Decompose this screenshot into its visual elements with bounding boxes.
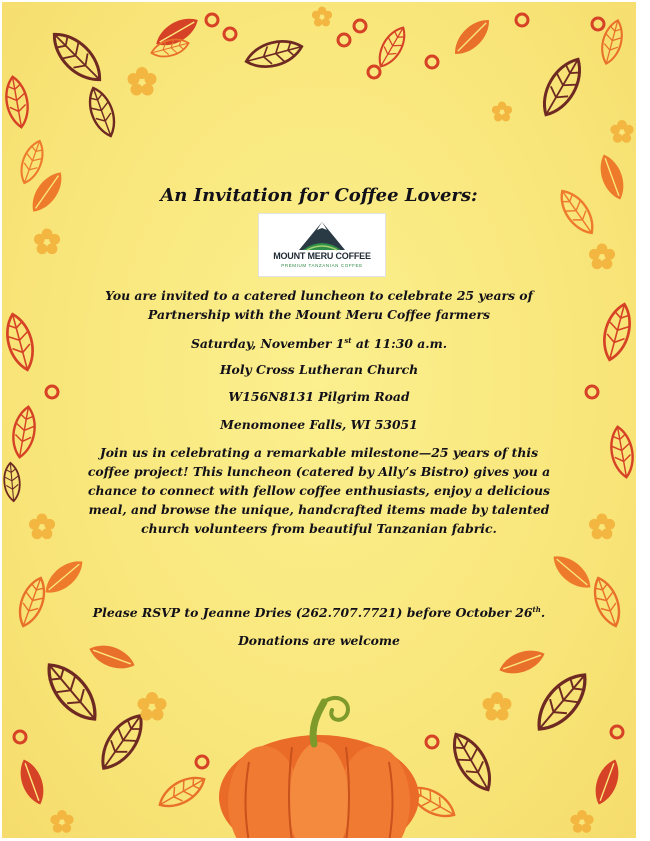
flower (34, 229, 60, 255)
event-city: Menomonee Falls, WI 53051 (220, 417, 418, 432)
rsvp-line (2, 602, 636, 623)
event-street: W156N8131 Pilgrim Road (228, 389, 410, 404)
logo-wordmark: MOUNT MERU COFFEE (273, 251, 371, 261)
leaf-outline (529, 666, 596, 738)
leaf-outline (535, 53, 589, 121)
berry (368, 66, 380, 78)
flower (610, 120, 633, 143)
berry (354, 20, 366, 32)
body-line-5: church volunteers from beautiful Tanzanian fabric. (141, 521, 497, 536)
leaf-filled (590, 756, 625, 808)
leaf-outline (243, 35, 305, 72)
berry (206, 14, 218, 26)
body-line-2: coffee project! This luncheon (catered by Ally’s Bistro) gives you a (87, 464, 551, 479)
invite-line-2: Partnership with the Mount Meru Coffee farmers (147, 307, 491, 322)
leaf-outline (155, 770, 210, 813)
donations-note: Donations are welcome (238, 633, 400, 648)
invitation-flyer (2, 2, 636, 838)
flower (312, 7, 332, 27)
rsvp-end: . (540, 605, 546, 620)
berry (426, 736, 438, 748)
leaf-outline (598, 18, 627, 66)
logo-tagline: PREMIUM TANZANIAN COFFEE (281, 263, 363, 268)
leaf-filled (39, 554, 88, 600)
flower (589, 244, 615, 270)
leaf-outline (45, 25, 108, 88)
event-date-sup: st (344, 335, 352, 345)
flower (483, 692, 512, 721)
berry (592, 18, 604, 30)
mountain-logo-icon (297, 218, 347, 252)
body-line-4: meal, and browse the unique, handcrafted items made by talented (88, 502, 550, 517)
leaf-outline (149, 36, 190, 61)
flower (50, 810, 73, 833)
invite-line-1: You are invited to a catered luncheon to celebrate 25 years of (105, 288, 533, 303)
berry (224, 28, 236, 40)
event-date-main: Saturday, November 1 (190, 336, 345, 351)
leaf-filled (448, 13, 496, 61)
leaf-outline (3, 75, 32, 129)
leaf-outline (84, 84, 121, 139)
berry (338, 34, 350, 46)
leaf-outline (445, 728, 499, 796)
leaf-outline (39, 656, 106, 728)
mount-meru-logo (258, 213, 386, 277)
flower (570, 810, 593, 833)
berry (14, 731, 26, 743)
flower (138, 692, 167, 721)
leaf-filled (547, 549, 596, 595)
leaf-outline (373, 23, 411, 71)
flower (492, 102, 512, 122)
flower (128, 67, 157, 96)
berry (516, 14, 528, 26)
berry (196, 756, 208, 768)
body-line-1: Join us in celebrating a remarkable milestone—25 years of this (99, 445, 539, 460)
rsvp-sup: th (532, 604, 541, 614)
invitation-title: An Invitation for Coffee Lovers: (160, 185, 478, 206)
berry (611, 726, 623, 738)
body-line-3: chance to connect with fellow coffee enthusiasts, enjoy a delicious (88, 483, 550, 498)
leaf-outline (16, 138, 48, 186)
pumpkin-illustration (219, 698, 419, 838)
event-date (2, 333, 636, 354)
event-date-time: at 11:30 a.m. (351, 336, 448, 351)
berry (426, 56, 438, 68)
leaf-filled (15, 756, 50, 808)
rsvp-main: Please RSVP to Jeanne Dries (262.707.7721) before October 26 (92, 605, 533, 620)
event-venue: Holy Cross Lutheran Church (219, 362, 419, 377)
